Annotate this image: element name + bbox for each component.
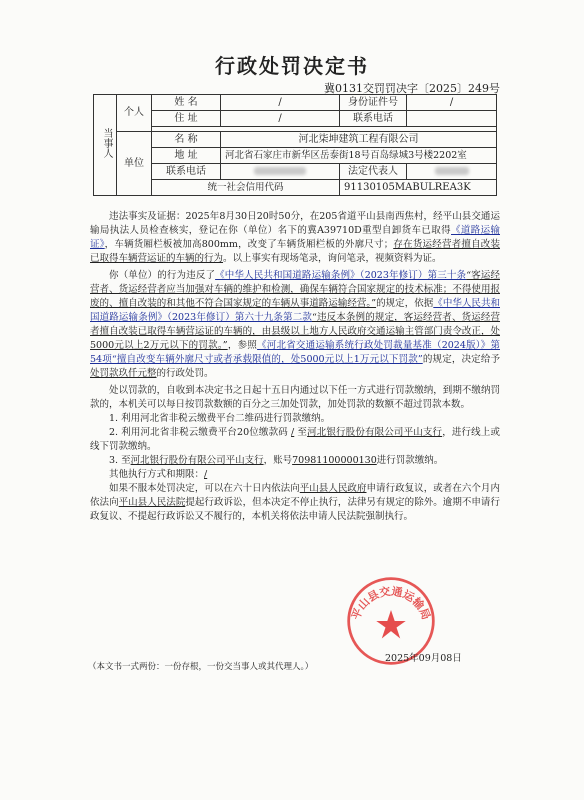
decision-date: 2025年09月08日 [385,653,462,664]
document-body [90,210,500,524]
document-title: 行政处罚决定书 [215,54,369,78]
person-label: 个人 [117,95,152,132]
unit-name-value: 河北柒坤建筑工程有限公司 [221,132,497,148]
party-info-table [93,94,497,196]
document-number: 冀0131交罚罚决字〔2025〕249号 [324,82,500,95]
phone-label: 联系电话 [340,111,407,127]
violation-paragraph: 你（单位）的行为违反了《中华人民共和国道路运输条例》（2023年修订）第三十条“客运经营者、货运经营者应当加强对车辆的维护和检测，确保车辆符合国家规定的技术标准；不得使用报废的、擅自改装的和其他不符合国家规定的车辆从事道路运输经营。”的规定，依据《中华人民共和国道路运输条例》（2023年修订）第六十九条第二款“违反本条例的规定，客运经营者、货运经营者擅自改装已取得车辆营运证的车辆的，由县级以上地方人民政府交通运输主管部门责令改正，处5000元以上2万元以下的罚款。”，参照《河北省交通运输系统行政处罚裁量基准（2024版）》第54项“擅自改变车辆外廓尺寸或者承载限值的，处5000元以上1万元以下罚款”的规定，决定给予处罚款玖仟元整的行政处罚。 [90,270,501,379]
appeal-paragraph: 如果不服本处罚决定，可以在六十日内依法向平山县人民政府申请行政复议，或者在六个月内依法向平山县人民法院提起行政诉讼，但本决定不停止执行，法律另有规定的除外。逾期不申请行政复议、不提起行政诉讼又不履行的，本机关将依法申请人民法院强制执行。 [90,483,500,522]
address-label: 住 址 [152,111,221,127]
footer-note: （本文书一式两份：一份存根，一份交当事人或其代理人。） [88,662,314,672]
payment-method-1: 1. 利用河北省非税云缴费平台二维码进行罚款缴纳。 [109,413,331,424]
address-value: / [221,111,340,127]
payment-method-2: 2. 利用河北省非税云缴费平台20位缴款码 / 至河北银行股份有限公司平山支行，进行线上或线下罚款缴纳。 [90,427,500,452]
payment-method-3: 3. 至河北银行股份有限公司平山支行，账号70981100000130进行罚款缴纳。 [109,455,444,466]
id-value: / [407,95,497,111]
unit-phone-label: 联系电话 [152,164,221,180]
unit-address-label: 地 址 [152,148,221,164]
party-label: 当事人 [94,95,117,196]
id-label: 身份证件号 [340,95,407,111]
name-label: 姓 名 [152,95,221,111]
redacted-phone [254,167,306,175]
credit-code-value: 91130105MABULREA3K [340,180,497,196]
payment-intro: 处以罚款的，自收到本决定书之日起十五日内通过以下任一方式进行罚款缴纳，到期不缴纳罚款的，本机关可以每日按罚款数额的百分之三加处罚款，加处罚款的数额不超过罚款本数。 [90,385,500,410]
redacted-name [435,167,469,175]
legal-rep-label: 法定代表人 [340,164,407,180]
legal-rep-value [407,164,497,180]
unit-phone-value [221,164,340,180]
credit-code-label: 统一社会信用代码 [152,180,340,196]
name-value: / [221,95,340,111]
unit-address-value: 河北省石家庄市新华区岳泰街18号百岛绿城3号楼2202室 [221,148,497,164]
other-methods: 其他执行方式和期限：/ [109,469,208,480]
phone-value [407,111,497,127]
unit-label: 单位 [117,132,152,196]
svg-text:平山县交通运输局: 平山县交通运输局 [349,584,433,622]
unit-name-label: 名 称 [152,132,221,148]
facts-paragraph: 违法事实及证据：2025年8月30日20时50分，在205省道平山县南西焦村，经平山县交通运输局执法人员检查核实，登记在你（单位）名下的冀A39710D重型自卸货车已取得《道路运输证》，车辆货厢栏板被加高800mm，改变了车辆货厢栏板的外廓尺寸；存在货运经营者擅自改装已取得车辆营运证的车辆的行为。以上事实有现场笔录，询问笔录，视频资料为证。 [90,211,500,264]
